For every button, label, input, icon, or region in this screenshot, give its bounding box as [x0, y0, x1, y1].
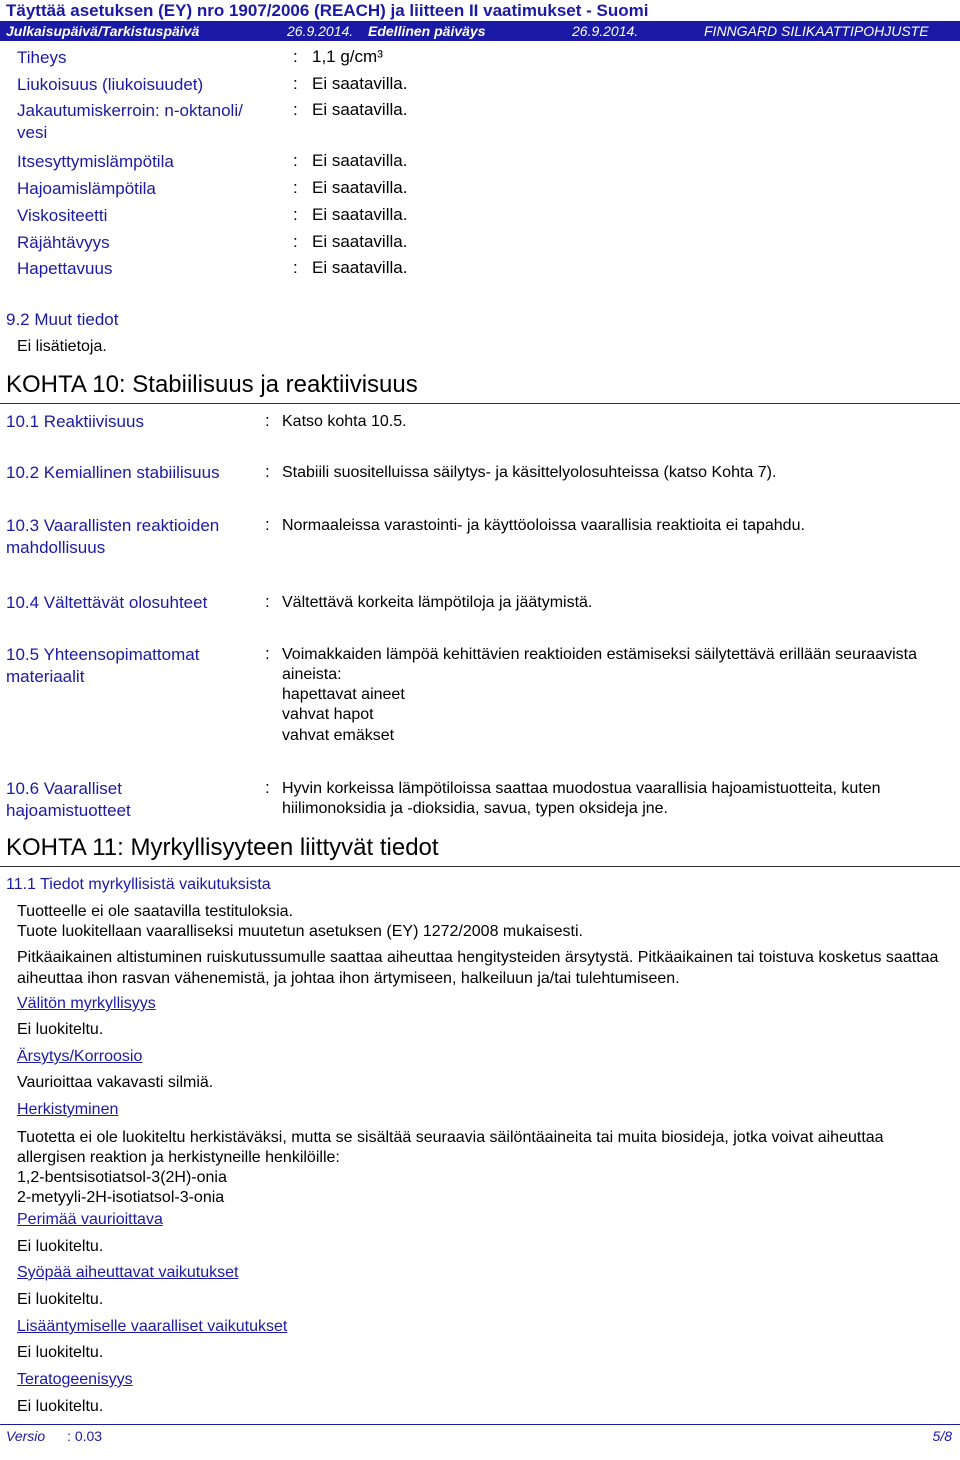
property-value: Ei saatavilla. [312, 258, 408, 277]
row-label: 10.3 Vaarallisten reaktioiden mahdollisuus [6, 516, 220, 557]
product-name: FINNGARD SILIKAATTIPOHJUSTE [704, 23, 929, 39]
document-title: Täyttää asetuksen (EY) nro 1907/2006 (REACH) ja liitteen II vaatimukset - Suomi [6, 1, 649, 20]
row-label: 10.6 Vaaralliset hajoamistuotteet [6, 779, 131, 820]
tox-text: Ei luokiteltu. [17, 1291, 104, 1308]
row-colon: : [265, 515, 270, 534]
section-title: KOHTA 11: Myrkyllisyyteen liittyvät tiedot [6, 834, 439, 861]
property-colon: : [293, 258, 298, 277]
previous-date-label: Edellinen päiväys [368, 23, 486, 39]
property-value: 1,1 g/cm³ [312, 47, 383, 66]
subsection-heading: 9.2 Muut tiedot [6, 310, 119, 329]
property-label: Hapettavuus [17, 259, 113, 278]
subsection-heading: 11.1 Tiedot myrkyllisistä vaikutuksista [6, 876, 271, 893]
tox-heading: Ärsytys/Korroosio [17, 1048, 143, 1065]
list-item: vahvat hapot [282, 706, 374, 723]
property-colon: : [293, 100, 298, 119]
row-colon: : [265, 411, 270, 430]
issue-date: 26.9.2014. [287, 23, 354, 39]
list-item: vahvat emäkset [282, 727, 395, 744]
property-label: Itsesyttymislämpötila [17, 152, 174, 171]
footer-version [6, 1428, 102, 1444]
list-item: hapettavat aineet [282, 686, 405, 703]
page-number: 5/8 [932, 1428, 952, 1444]
property-label: Viskositeetti [17, 206, 108, 225]
row-colon: : [265, 778, 270, 797]
property-label: Hajoamislämpötila [17, 179, 156, 198]
row-label: 10.2 Kemiallinen stabiilisuus [6, 463, 220, 482]
tox-heading: Syöpää aiheuttavat vaikutukset [17, 1264, 239, 1281]
tox-text: Tuotetta ei ole luokiteltu herkistäväksi, mutta se sisältää seuraavia säilöntäaineita tai muita biosideja, jotka voivat aiheuttaa allergisen reaktion ja herkistyneille henkilöille: [17, 1129, 884, 1166]
property-value: Ei saatavilla. [312, 74, 408, 93]
tox-text: Ei luokiteltu. [17, 1344, 104, 1361]
row-value: Hyvin korkeissa lämpötiloissa saattaa muodostua vaarallisia hajoamistuotteita, kuten hiilimonoksidia ja -dioksidia, savua, typen oksideja jne. [282, 780, 881, 817]
row-value: Vältettävä korkeita lämpötiloja ja jäätymistä. [282, 594, 593, 611]
section-rule [0, 403, 960, 404]
property-colon: : [293, 74, 298, 93]
row-label: 10.5 Yhteensopimattomat materiaalit [6, 645, 200, 686]
property-colon: : [293, 151, 298, 170]
row-label: 10.1 Reaktiivisuus [6, 412, 144, 431]
property-colon: : [293, 232, 298, 251]
tox-heading: Välitön myrkyllisyys [17, 995, 156, 1012]
tox-text: Ei luokiteltu. [17, 1398, 104, 1415]
version-number: : 0.03 [67, 1428, 103, 1444]
row-value: Normaaleissa varastointi- ja käyttöoloissa vaarallisia reaktioita ei tapahdu. [282, 517, 805, 534]
row-colon: : [265, 462, 270, 481]
property-value: Ei saatavilla. [312, 151, 408, 170]
tox-heading: Herkistyminen [17, 1101, 119, 1118]
property-colon: : [293, 47, 298, 66]
row-value: Katso kohta 10.5. [282, 413, 407, 430]
header-band [0, 21, 960, 41]
row-colon: : [265, 644, 270, 663]
property-value: Ei saatavilla. [312, 178, 408, 197]
info-paragraph: Pitkäaikainen altistuminen ruiskutussumulle saattaa aiheuttaa hengitysteiden ärsytystä. Pitkäaikainen tai toistuva kosketus saattaa aiheuttaa ihon rasvan vähenemistä, ja johtaa ihon ärtymiseen, halkeiluun ja/tai tulehtumiseen. [17, 949, 939, 987]
list-item: 2-metyyli-2H-isotiatsol-3-onia [17, 1189, 225, 1206]
previous-date: 26.9.2014. [572, 23, 639, 39]
property-label: Räjähtävyys [17, 233, 110, 252]
property-colon: : [293, 178, 298, 197]
info-line: Tuote luokitellaan vaaralliseksi muutetun asetuksen (EY) 1272/2008 mukaisesti. [17, 923, 583, 940]
property-value: Ei saatavilla. [312, 205, 408, 224]
tox-heading: Teratogeenisyys [17, 1371, 133, 1388]
row-value: Stabiili suositelluissa säilytys- ja käsittelyolosuhteissa (katso Kohta 7). [282, 464, 777, 481]
property-value: Ei saatavilla. [312, 232, 408, 251]
info-line: Tuotteelle ei ole saatavilla testituloksia. [17, 903, 293, 920]
tox-text: Ei luokiteltu. [17, 1021, 104, 1038]
footer-rule [0, 1424, 960, 1425]
tox-text: Ei luokiteltu. [17, 1238, 104, 1255]
row-value: Voimakkaiden lämpöä kehittävien reaktioiden estämiseksi säilytettävä erillään seuraavista aineista: [282, 646, 917, 683]
property-colon: : [293, 205, 298, 224]
property-label: Jakautumiskerroin: n-oktanoli/ vesi [17, 101, 243, 142]
row-label: 10.4 Vältettävät olosuhteet [6, 593, 208, 612]
section-title: KOHTA 10: Stabiilisuus ja reaktiivisuus [6, 371, 418, 398]
subsection-text: Ei lisätietoja. [17, 338, 107, 355]
row-colon: : [265, 592, 270, 611]
tox-heading: Lisääntymiselle vaaralliset vaikutukset [17, 1318, 288, 1335]
property-label: Tiheys [17, 48, 67, 67]
version-label: Versio [6, 1428, 46, 1444]
tox-heading: Perimää vaurioittava [17, 1211, 163, 1228]
tox-text: Vaurioittaa vakavasti silmiä. [17, 1074, 214, 1091]
property-label: Liukoisuus (liukoisuudet) [17, 75, 204, 94]
issue-date-label: Julkaisupäivä/Tarkistuspäivä [6, 23, 200, 39]
property-value: Ei saatavilla. [312, 100, 408, 119]
list-item: 1,2-bentsisotiatsol-3(2H)-onia [17, 1169, 227, 1186]
section-rule [0, 866, 960, 867]
